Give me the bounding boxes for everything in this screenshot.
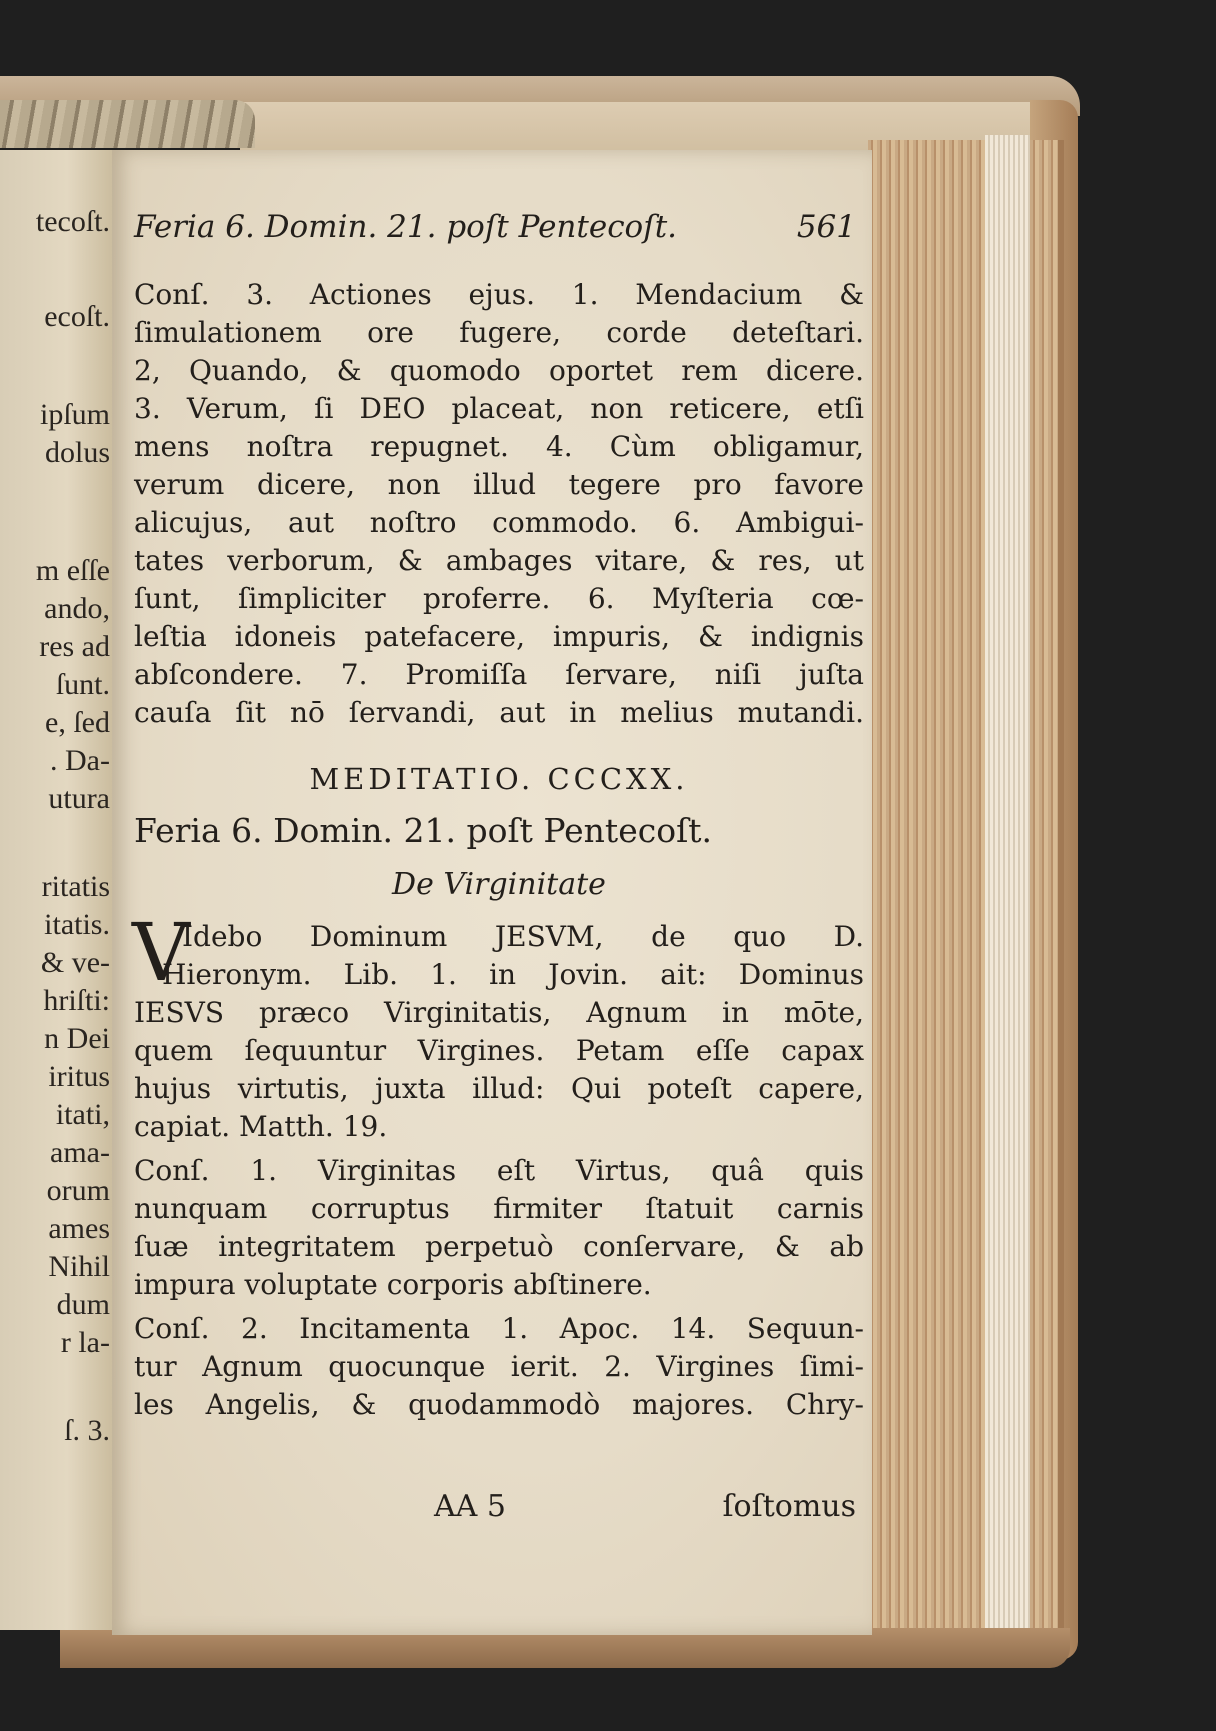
left-line: & ve- xyxy=(40,946,110,979)
text-line: ſunt, ſimpliciter proferre. 6. Myſteria cœ- xyxy=(134,582,864,615)
text-line: 3. Verum, ſi DEO placeat, non reticere, etſi xyxy=(134,392,864,425)
text-line: alicujus, aut noſtro commodo. 6. Ambigui- xyxy=(134,506,864,539)
section-subheading: Feria 6. Domin. 21. poſt Pentecoſt. xyxy=(134,811,713,850)
drop-capital: V xyxy=(132,906,190,999)
meditatio-heading: MEDITATIO. CCCXX. xyxy=(309,762,689,796)
right-page xyxy=(112,150,872,1635)
text-line: ſuæ integritatem perpetuò conſervare, & ab xyxy=(134,1230,864,1263)
left-line: ecoſt. xyxy=(44,300,110,333)
text-line: tur Agnum quocunque ierit. 2. Virgines ſimi- xyxy=(134,1350,864,1383)
text-line: leſtia idoneis patefacere, impuris, & indignis xyxy=(134,620,864,653)
catchword: ſoſtomus xyxy=(722,1489,856,1524)
left-line: n Dei xyxy=(44,1022,110,1055)
text-line: cauſa ſit nō ſervandi, aut in melius mutandi. xyxy=(134,696,864,729)
left-line: r la- xyxy=(60,1326,110,1359)
left-line: dum xyxy=(56,1288,110,1321)
left-line: dolus xyxy=(44,436,110,469)
left-line: ſ. 3. xyxy=(64,1414,110,1447)
left-line: ama- xyxy=(50,1136,110,1169)
left-line: iritus xyxy=(48,1060,110,1093)
left-line: res ad xyxy=(39,630,110,663)
section-title: De Virginitate xyxy=(392,867,606,902)
left-line: m eſſe xyxy=(35,554,110,587)
left-line: ritatis xyxy=(41,870,110,903)
left-line: ames xyxy=(48,1212,110,1245)
text-line: les Angelis, & quodammodò majores. Chry- xyxy=(134,1388,864,1421)
text-line: Idebo Dominum JESVM, de quo D. xyxy=(182,920,864,953)
text-line: ſimulationem ore fugere, corde deteſtari. xyxy=(134,316,864,349)
text-line: Hieronym. Lib. 1. in Jovin. ait: Dominus xyxy=(162,958,864,991)
text-line: impura voluptate corporis abſtinere. xyxy=(134,1268,652,1301)
left-line: itatis. xyxy=(44,908,110,941)
text-line: mens noſtra repugnet. 4. Cùm obligamur, xyxy=(134,430,864,463)
text-line: 2, Quando, & quomodo oportet rem dicere. xyxy=(134,354,864,387)
page-edges-light xyxy=(985,135,1030,1645)
left-page xyxy=(0,150,114,1630)
headband xyxy=(0,100,255,148)
left-line: ipſum xyxy=(39,398,110,431)
left-line: tecoſt. xyxy=(35,205,110,238)
text-line: Conſ. 1. Virginitas eſt Virtus, quâ quis xyxy=(134,1154,864,1187)
text-line: verum dicere, non illud tegere pro favore xyxy=(134,468,864,501)
text-line: capiat. Matth. 19. xyxy=(134,1110,388,1143)
text-line: hujus virtutis, juxta illud: Qui poteſt capere, xyxy=(134,1072,864,1105)
left-line: itati, xyxy=(55,1098,110,1131)
left-line: ando, xyxy=(44,592,110,625)
text-line: IESVS præco Virginitatis, Agnum in mōte, xyxy=(134,996,864,1029)
text-line: abſcondere. 7. Promiſſa ſervare, niſi juſta xyxy=(134,658,864,691)
signature-mark: AA 5 xyxy=(434,1489,506,1524)
left-line: e, ſed xyxy=(45,706,110,739)
text-line: Conſ. 3. Actiones ejus. 1. Mendacium & xyxy=(134,278,864,311)
left-line: Nihil xyxy=(48,1250,110,1283)
text-line: Conſ. 2. Incitamenta 1. Apoc. 14. Sequun- xyxy=(134,1312,864,1345)
text-line: tates verborum, & ambages vitare, & res, ut xyxy=(134,544,864,577)
left-line: orum xyxy=(46,1174,110,1207)
text-line: quem ſequuntur Virgines. Petam eſſe capax xyxy=(134,1034,864,1067)
left-line: . Da- xyxy=(50,744,110,777)
left-line: ſunt. xyxy=(55,668,110,701)
left-line: hriſti: xyxy=(43,984,110,1017)
running-header-text: Feria 6. Domin. 21. poſt Pentecoſt. xyxy=(134,209,677,245)
left-line: utura xyxy=(48,782,110,815)
page-block-edges xyxy=(868,140,1064,1640)
page-number: 561 xyxy=(796,209,856,245)
text-line: nunquam corruptus firmiter ſtatuit carnis xyxy=(134,1192,864,1225)
running-header xyxy=(134,210,864,244)
